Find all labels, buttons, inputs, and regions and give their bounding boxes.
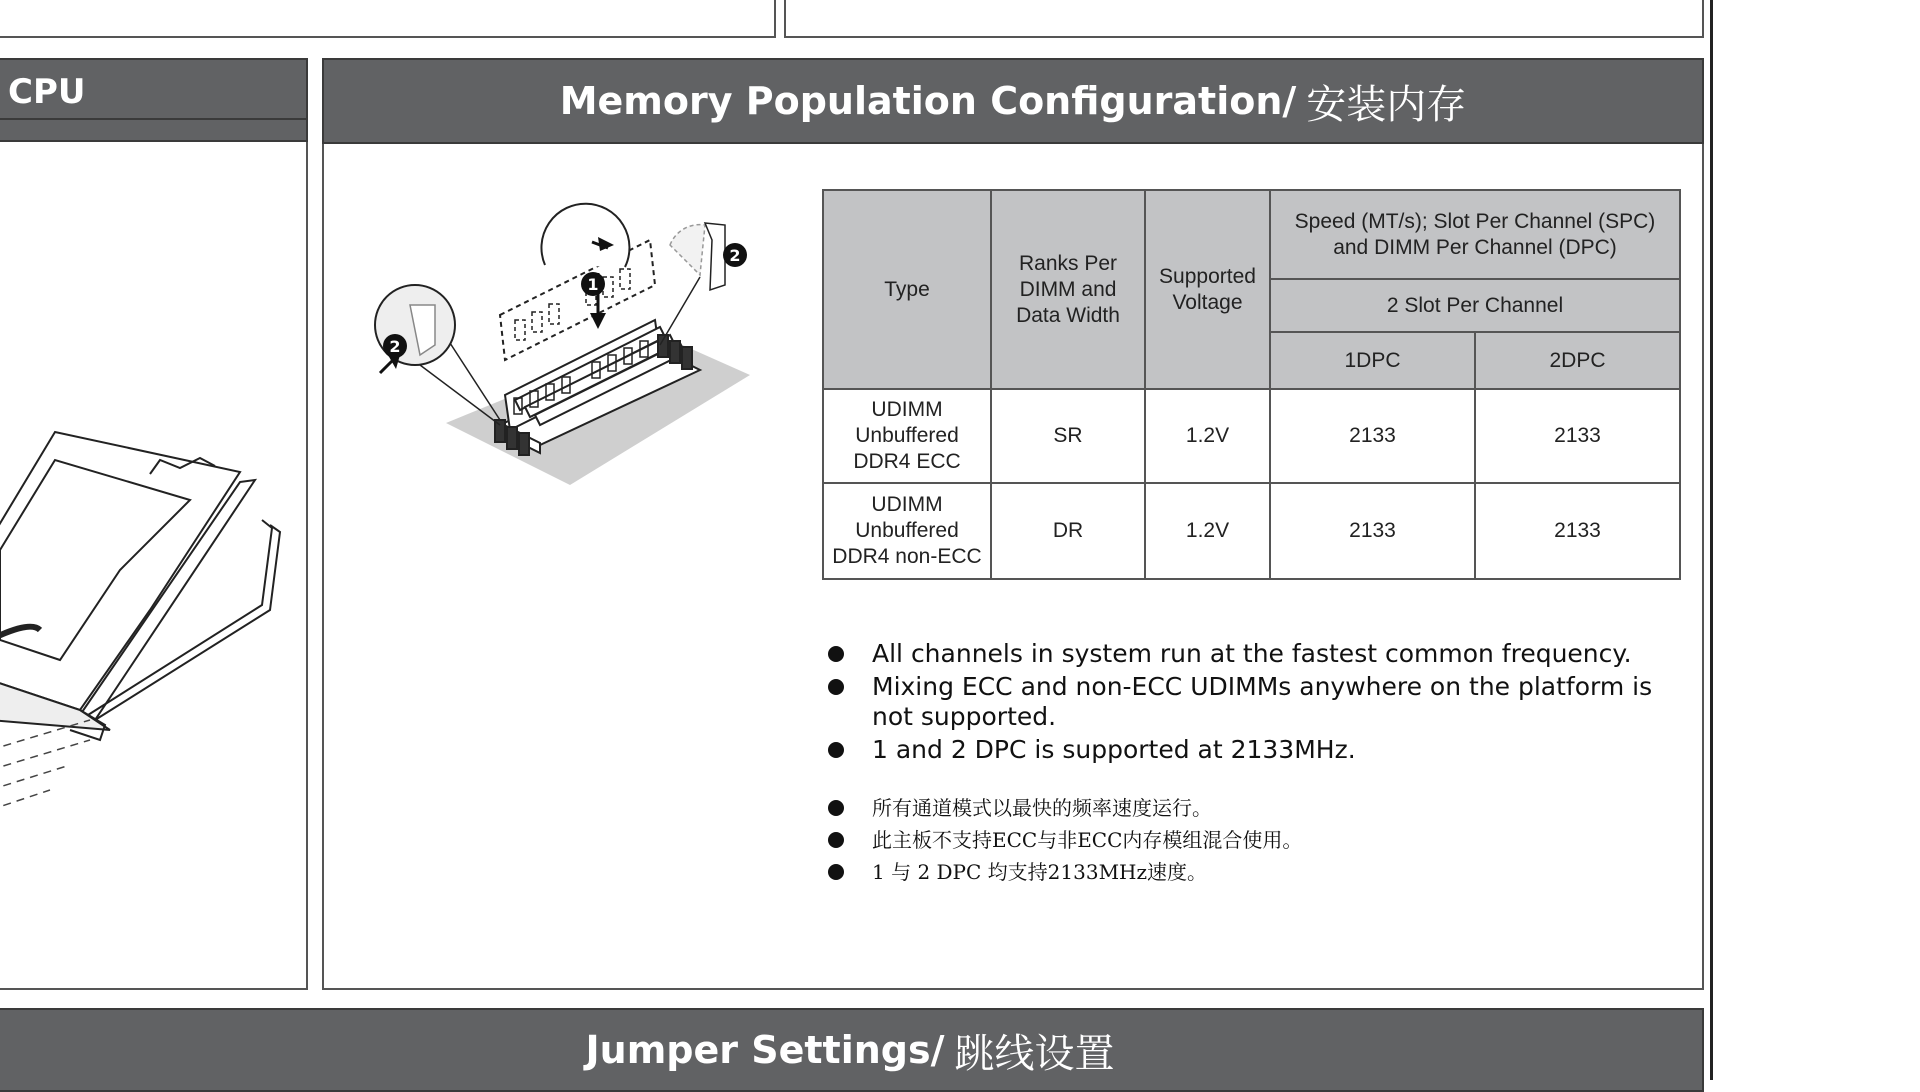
memory-panel-title: Memory Population Configuration/ bbox=[559, 79, 1297, 123]
list-item: 1 and 2 DPC is supported at 2133MHz. bbox=[822, 735, 1682, 765]
diagram-step-2-left: 2 bbox=[389, 337, 401, 356]
notes-en-list bbox=[822, 639, 1682, 768]
table-row bbox=[823, 483, 1680, 579]
row-2dpc: 2133 bbox=[1475, 483, 1680, 579]
memory-panel-title-cjk: 安装内存 bbox=[1306, 81, 1467, 128]
row-1dpc: 2133 bbox=[1270, 389, 1475, 483]
header-speed: Speed (MT/s); Slot Per Channel (SPC) and DIMM Per Channel (DPC) bbox=[1270, 190, 1680, 279]
row-1dpc: 2133 bbox=[1270, 483, 1475, 579]
jumper-panel-header bbox=[0, 1008, 1704, 1092]
list-item: 此主板不支持ECC与非ECC内存模组混合使用。 bbox=[822, 825, 1682, 855]
row-voltage: 1.2V bbox=[1145, 483, 1270, 579]
jumper-panel-title: Jumper Settings/ bbox=[585, 1028, 945, 1072]
table-row bbox=[823, 389, 1680, 483]
right-edge-line bbox=[1710, 0, 1713, 1080]
jumper-panel-title-cjk: 跳线设置 bbox=[954, 1030, 1115, 1077]
diagram-step-2-right: 2 bbox=[729, 246, 741, 265]
memory-panel-header bbox=[322, 58, 1704, 144]
top-left-panel bbox=[0, 0, 776, 38]
header-1dpc: 1DPC bbox=[1270, 332, 1475, 389]
list-item: All channels in system run at the fastest common frequency. bbox=[822, 639, 1682, 669]
list-item: 所有通道模式以最快的频率速度运行。 bbox=[822, 793, 1682, 823]
row-type: UDIMM Unbuffered DDR4 ECC bbox=[823, 389, 991, 483]
cpu-socket-illustration bbox=[0, 420, 300, 820]
row-ranks: SR bbox=[991, 389, 1145, 483]
top-right-panel bbox=[784, 0, 1704, 38]
row-voltage: 1.2V bbox=[1145, 389, 1270, 483]
list-item: 1 与 2 DPC 均支持2133MHz速度。 bbox=[822, 857, 1682, 887]
row-2dpc: 2133 bbox=[1475, 389, 1680, 483]
list-item: Mixing ECC and non-ECC UDIMMs anywhere on the platform is not supported. bbox=[822, 672, 1682, 732]
memory-spec-table bbox=[822, 189, 1681, 580]
header-2dpc: 2DPC bbox=[1475, 332, 1680, 389]
notes-zh-list bbox=[822, 793, 1682, 889]
header-ranks: Ranks Per DIMM and Data Width bbox=[991, 190, 1145, 389]
cpu-panel-header bbox=[0, 58, 308, 120]
header-spc: 2 Slot Per Channel bbox=[1270, 279, 1680, 332]
row-ranks: DR bbox=[991, 483, 1145, 579]
header-type: Type bbox=[823, 190, 991, 389]
cpu-panel-title: CPU bbox=[8, 72, 86, 112]
cpu-panel-subheader bbox=[0, 118, 308, 142]
header-voltage: Supported Voltage bbox=[1145, 190, 1270, 389]
row-type: UDIMM Unbuffered DDR4 non-ECC bbox=[823, 483, 991, 579]
dimm-install-diagram bbox=[360, 195, 760, 495]
diagram-step-1: 1 bbox=[587, 275, 599, 294]
